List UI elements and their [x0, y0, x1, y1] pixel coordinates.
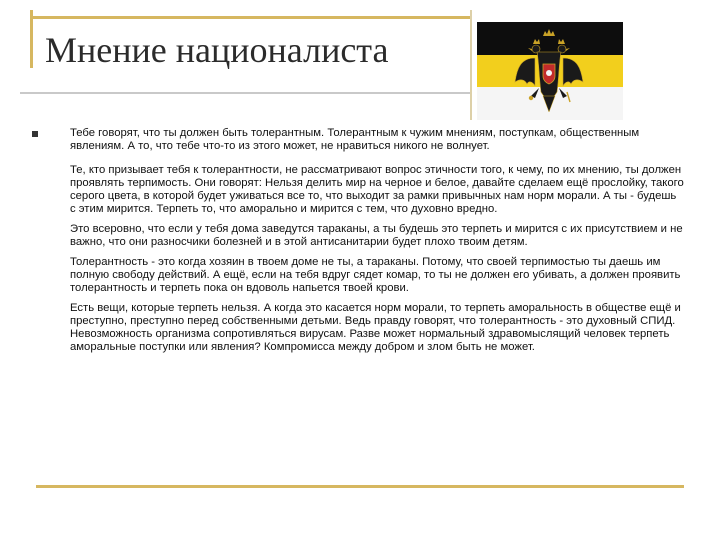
- paragraph: Те, кто призывает тебя к толерантности, не рассматривают вопрос этичности того, к чему, по их мнению, ты должен проявлять терпимость. Они говорят: Нельзя делить мир на черное и белое, давайте сделаем ещё прослойку, такого серого цвета, в которой будет уживаться все то, что выходит за рамки привычных нам норм морали. А ты - будешь с этим мирится. Терпеть то, что аморально и мирится с тем, что духовно вредно.: [70, 164, 684, 215]
- paragraph: Есть вещи, которые терпеть нельзя. А когда это касается норм морали, то терпеть аморальность в обществе ещё и преступно, преступно перед собственными детьми. Ведь правду говорят, что толерантность - это духовный СПИД. Невозможность организма сопротивляться вирусам. Разве может нормальный здравомыслящий человек терпеть аморальные поступки или явления? Компромисса между добром и злом быть не может.: [70, 302, 681, 353]
- flag-stripe-black: [477, 22, 623, 55]
- frame-line-top: [30, 16, 470, 19]
- paragraph: Тебе говорят, что ты должен быть толерантным. Толерантным к чужим мнениям, поступкам, общественным явлениям. А то, что тебе что-то из этого может, не нравиться никого не волнует.: [70, 127, 640, 152]
- title-underline: [20, 92, 470, 94]
- slide-title: Мнение националиста: [45, 30, 389, 70]
- paragraph: Это всеровно, что если у тебя дома заведутся тараканы, а ты будешь это терпеть и мирится с их присутствием и не важно, что они разносчики болезней и в этой антисанитарии будет плохо твоим детям.: [70, 223, 683, 248]
- imperial-flag: [477, 22, 623, 120]
- bullet-square: [32, 131, 38, 137]
- frame-line-bottom: [36, 485, 684, 488]
- frame-line-divider: [470, 10, 472, 120]
- slide-body: [70, 127, 685, 361]
- paragraph: Толерантность - это когда хозяин в твоем доме не ты, а тараканы. Потому, что своей терпимостью ты даешь им полную свободу действий. А ещё, если на тебя вдруг сядет комар, то ты не должен его убивать, а должен проявить толерантность и терпеть пока он вдоволь напьется твоей крови.: [70, 256, 681, 294]
